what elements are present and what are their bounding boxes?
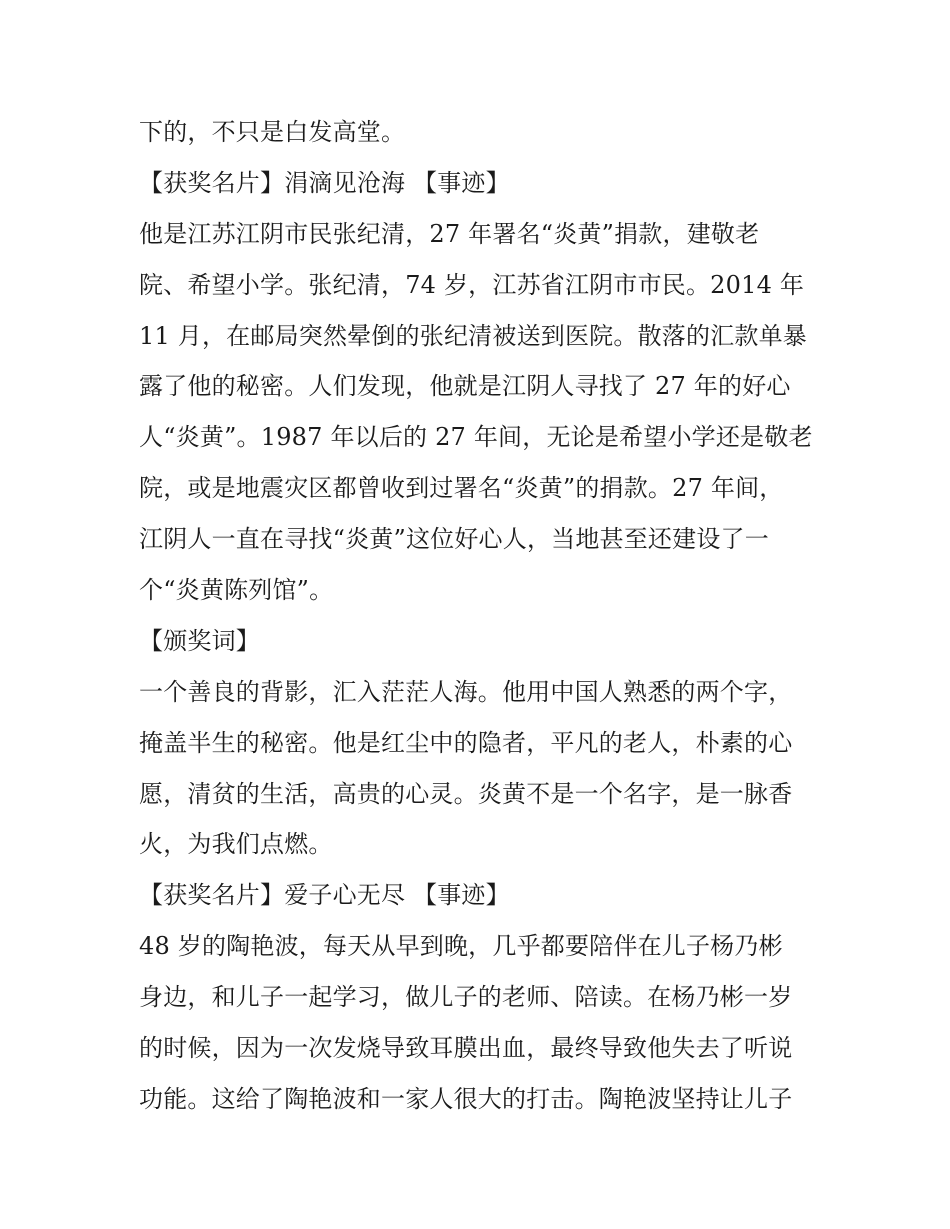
text-line: 院，或是地震灾区都曾收到过署名“炎黄”的捐款。27 年间，: [139, 474, 784, 503]
text-line: 48 岁的陶艳波，每天从早到晚，几乎都要陪伴在儿子杨乃彬: [139, 932, 783, 961]
text-line: 下的，不只是白发高堂。: [139, 118, 406, 146]
text-line: 的时候，因为一次发烧导致耳膜出血，最终导致他失去了听说: [139, 1034, 793, 1063]
text-line: 一个善良的背影，汇入茫茫人海。他用中国人熟悉的两个字，: [139, 677, 793, 706]
text-line: 掩盖半生的秘密。他是红尘中的隐者，平凡的老人，朴素的心: [139, 728, 793, 757]
text-line: 身边，和儿子一起学习，做儿子的老师、陪读。在杨乃彬一岁: [139, 983, 793, 1012]
text-line: 他是江苏江阴市民张纪清，27 年署名“炎黄”捐款，建敬老: [139, 219, 760, 248]
text-line: 露了他的秘密。人们发现，他就是江阴人寻找了 27 年的好心: [139, 372, 791, 401]
text-line: 个“炎黄陈列馆”。: [139, 576, 334, 605]
text-line: 功能。这给了陶艳波和一家人很大的打击。陶艳波坚持让儿子: [139, 1084, 793, 1113]
section-heading: 【获奖名片】爱子心无尽 【事迹】: [139, 881, 510, 910]
document-page: [139, 107, 819, 1125]
text-line: 火，为我们点燃。: [139, 830, 333, 859]
text-line: 人“炎黄”。1987 年以后的 27 年间，无论是希望小学还是敬老: [139, 423, 813, 452]
text-line: 江阴人一直在寻找“炎黄”这位好心人，当地甚至还建设了一: [139, 525, 769, 554]
section-heading: 【获奖名片】涓滴见沧海 【事迹】: [139, 168, 510, 197]
text-line: 11 月，在邮局突然晕倒的张纪清被送到医院。散落的汇款单暴: [139, 321, 807, 350]
text-line: 愿，清贫的生活，高贵的心灵。炎黄不是一个名字，是一脉香: [139, 779, 793, 808]
text-line: 院、希望小学。张纪清，74 岁，江苏省江阴市市民。2014 年: [139, 270, 805, 299]
section-heading: 【颁奖词】: [139, 626, 260, 655]
